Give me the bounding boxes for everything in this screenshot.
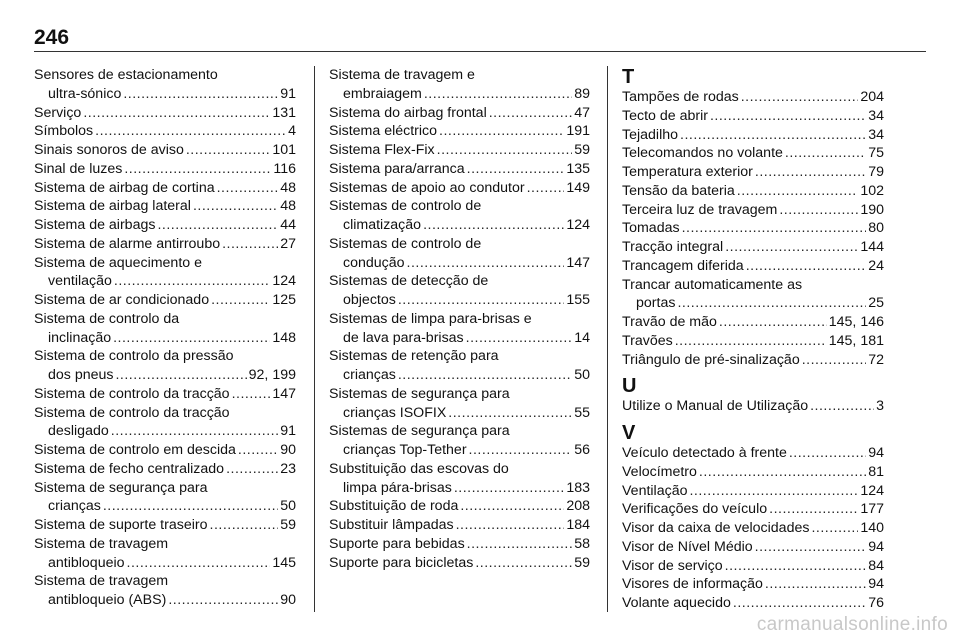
dot-leader [448, 404, 572, 423]
index-page-ref: 59 [574, 142, 590, 158]
dot-leader [398, 291, 564, 310]
index-entry-text: Sistema de airbag lateral [34, 198, 191, 215]
index-entry-text: Sistemas de limpa para-brisas e [329, 310, 532, 327]
dot-leader [238, 441, 278, 460]
index-page-ref: 124 [860, 482, 884, 499]
index-page-ref: 204 [860, 89, 884, 105]
index-page-ref: 84 [868, 557, 884, 574]
index-page-ref: 72 [868, 351, 884, 368]
index-entry [622, 313, 884, 332]
index-entry-text: Sistema de controlo da tracção [34, 385, 230, 402]
index-page-ref: 191 [566, 123, 590, 140]
index-entry [622, 276, 884, 314]
index-page-ref: 116 [273, 160, 296, 177]
dot-leader [725, 238, 858, 257]
dot-leader [460, 497, 564, 516]
index-entry-text: Sistema de controlo da tracção [34, 404, 230, 421]
index-entry [622, 238, 884, 257]
index-entry-text: crianças [343, 367, 396, 383]
index-entry-text: Sistema de travagem [34, 535, 169, 552]
index-entry [34, 122, 296, 141]
dot-leader [779, 201, 858, 220]
index-page-ref: 75 [868, 145, 884, 162]
index-page-ref: 140 [860, 520, 884, 536]
index-page-ref: 34 [868, 107, 884, 124]
dot-leader [222, 235, 278, 254]
index-entry-text: Sistema de suporte traseiro [34, 517, 208, 533]
index-entry-text: Visor da caixa de velocidades [622, 520, 810, 536]
index-entry-text: Visores de informação [622, 576, 763, 593]
index-entry [622, 257, 884, 276]
dot-leader [111, 422, 278, 441]
dot-leader [680, 126, 866, 145]
index-entry-text: Visor de Nível Médio [622, 538, 753, 555]
index-entry [329, 66, 590, 104]
column-divider [314, 66, 315, 612]
index-entry [329, 272, 590, 310]
index-entry [34, 516, 296, 535]
index-page-ref: 183 [566, 479, 590, 496]
index-entry-text: Tampões de rodas [622, 89, 739, 105]
index-entry [622, 594, 884, 613]
index-entry-text: Substituir lâmpadas [329, 517, 454, 533]
index-entry-text: Sistema de fecho centralizado [34, 460, 225, 477]
index-page-ref: 90 [280, 442, 296, 458]
index-entry [622, 219, 884, 238]
index-entry-text: Suporte para bebidas [329, 535, 465, 552]
index-column-2 [329, 66, 590, 572]
index-entry-text: Sistema do airbag frontal [329, 104, 487, 121]
dot-leader [527, 179, 565, 198]
index-entry-text: Triângulo de pré-sinalização [622, 351, 800, 368]
dot-leader [454, 479, 565, 498]
index-entry [34, 572, 296, 610]
dot-leader [769, 500, 858, 519]
dot-leader [127, 554, 271, 573]
column-divider [607, 66, 608, 612]
index-page-ref: 101 [272, 142, 296, 158]
dot-leader [226, 460, 278, 479]
dot-leader [193, 197, 278, 216]
index-entry [622, 397, 884, 416]
index-page-ref: 102 [860, 182, 884, 199]
index-page-ref: 89 [574, 85, 590, 102]
page-number: 246 [34, 26, 70, 49]
index-page-ref: 47 [574, 104, 590, 121]
index-page-ref: 55 [574, 404, 590, 421]
index-entry-text: Terceira luz de travagem [622, 201, 778, 218]
index-entry [622, 482, 884, 501]
dot-leader [424, 85, 572, 104]
index-entry [34, 385, 296, 404]
index-letter-heading: V [622, 422, 636, 444]
index-page-ref: 148 [272, 329, 296, 346]
index-entry-text: Trancagem diferida [622, 257, 744, 274]
dot-leader [689, 482, 858, 501]
index-entry [34, 535, 296, 573]
index-entry-text: condução [343, 254, 405, 271]
index-entry-text: Sinal de luzes [34, 160, 123, 177]
index-entry-text: Veículo detectado à frente [622, 445, 787, 461]
index-page-ref: 147 [566, 254, 590, 271]
index-entry-text: Sensores de estacionamento [34, 67, 218, 83]
index-entry [622, 519, 884, 538]
dot-leader [437, 141, 573, 160]
index-page-ref: 79 [868, 164, 884, 180]
index-entry [329, 516, 590, 535]
dot-leader [423, 216, 564, 235]
index-entry [34, 66, 296, 104]
index-page-ref: 48 [280, 198, 296, 215]
dot-leader [677, 294, 866, 313]
index-page-ref: 50 [574, 367, 590, 383]
index-entry [622, 463, 884, 482]
index-entry [34, 254, 296, 292]
index-page-ref: 91 [280, 423, 296, 440]
index-entry-text: Sinais sonoros de aviso [34, 142, 184, 158]
dot-leader [741, 88, 859, 107]
index-entry [329, 460, 590, 498]
index-entry-text: Sistema Flex-Fix [329, 142, 435, 158]
dot-leader [398, 366, 572, 385]
index-entry [34, 197, 296, 216]
index-page-ref: 3 [876, 398, 884, 415]
watermark: carmanualsonline.info [756, 614, 948, 635]
index-page-ref: 94 [868, 576, 884, 593]
index-page-ref: 34 [868, 126, 884, 143]
index-entry-text: dos pneus [48, 367, 114, 383]
index-entry [622, 332, 884, 351]
index-entry-text: Visor de serviço [622, 557, 723, 574]
index-entry-text: embraiagem [343, 85, 422, 102]
index-entry [622, 444, 884, 463]
index-entry-text: Telecomandos no volante [622, 145, 783, 162]
index-entry [622, 351, 884, 370]
dot-leader [103, 497, 278, 516]
index-page-ref: 59 [574, 554, 590, 571]
index-column-1 [34, 66, 296, 610]
index-page-ref: 135 [566, 160, 590, 177]
index-entry-text: climatização [343, 217, 422, 233]
index-page-ref: 177 [860, 501, 884, 518]
index-page-ref: 145, 181 [828, 332, 884, 349]
dot-leader [232, 385, 271, 404]
dot-leader [123, 85, 278, 104]
index-page-ref: 4 [288, 123, 296, 140]
index-entry-text: Tomadas [622, 220, 680, 237]
index-entry-text: Sistema de controlo da [34, 310, 180, 327]
index-letter-heading: T [622, 66, 635, 88]
index-entry-text: Sistema de controlo da pressão [34, 348, 234, 365]
dot-leader [811, 519, 858, 538]
index-page-ref: 94 [868, 445, 884, 461]
index-entry [34, 479, 296, 517]
dot-leader [802, 351, 867, 370]
index-entry [34, 160, 296, 179]
index-entry-text: Sistema de aquecimento e [34, 254, 202, 271]
index-entry-text: Sistemas de controlo de [329, 235, 482, 252]
index-entry [622, 575, 884, 594]
index-entry-text: Substituição de roda [329, 498, 459, 515]
index-page-ref: 208 [566, 498, 590, 515]
index-entry-text: desligado [48, 423, 109, 440]
dot-leader [733, 594, 866, 613]
dot-leader [113, 329, 270, 348]
index-entry-text: Sistemas de apoio ao condutor [329, 179, 525, 196]
index-page-ref: 48 [280, 179, 296, 196]
index-entry-text: Sistema de segurança para [34, 479, 208, 496]
index-entry [329, 347, 590, 385]
dot-leader [467, 160, 565, 179]
index-entry-text: Sistemas de segurança para [329, 385, 510, 402]
index-page-ref: 44 [280, 217, 296, 233]
index-entry-text: Trancar automaticamente as [622, 276, 803, 293]
index-entry-text: Sistema eléctrico [329, 123, 438, 140]
index-entry [34, 235, 296, 254]
dot-leader [785, 144, 866, 163]
dot-leader [83, 104, 270, 123]
index-page-ref: 144 [860, 239, 884, 255]
index-entry-text: Tracção integral [622, 239, 724, 255]
index-page-ref: 184 [566, 517, 590, 533]
index-entry-text: limpa pára-brisas [343, 479, 452, 496]
index-entry [622, 538, 884, 557]
dot-leader [469, 441, 573, 460]
index-page-ref: 14 [574, 329, 590, 346]
dot-leader [407, 254, 565, 273]
index-entry-text: portas [636, 295, 676, 312]
dot-leader [789, 444, 866, 463]
index-entry [34, 291, 296, 310]
index-entry-text: Volante aquecido [622, 595, 731, 611]
index-page-ref: 91 [280, 85, 296, 102]
index-entry-text: Velocímetro [622, 463, 697, 480]
index-entry [34, 104, 296, 123]
index-entry-text: Sistema de alarme antirroubo [34, 235, 221, 252]
dot-leader [489, 104, 572, 123]
index-page-ref: 145 [272, 554, 296, 571]
index-entry-text: Travão de mão [622, 314, 717, 330]
index-entry-text: Sistema de airbags [34, 217, 156, 233]
index-entry-text: Sistema de travagem [34, 573, 169, 590]
index-entry [329, 422, 590, 460]
index-entry [329, 497, 590, 516]
index-entry [329, 160, 590, 179]
index-entry-text: Sistema de controlo em descida [34, 442, 236, 458]
index-entry-text: Sistema de travagem e [329, 67, 475, 83]
index-entry-text: Sistema de airbag de cortina [34, 179, 215, 196]
index-entry-text: Sistemas de segurança para [329, 423, 510, 440]
index-entry [622, 126, 884, 145]
dot-leader [95, 122, 286, 141]
index-page-ref: 81 [868, 463, 884, 480]
dot-leader [682, 219, 867, 238]
index-entry-text: de lava para-brisas [343, 329, 464, 346]
dot-leader [475, 554, 572, 573]
index-page-ref: 147 [272, 385, 296, 402]
index-entry-text: antibloqueio [48, 554, 125, 571]
dot-leader [765, 575, 866, 594]
index-entry [622, 88, 884, 107]
index-entry-text: Utilize o Manual de Utilização [622, 398, 809, 415]
index-entry-text: Suporte para bicicletas [329, 554, 474, 571]
index-entry-text: Tensão da bateria [622, 182, 735, 199]
index-entry-text: ventilação [48, 273, 112, 290]
index-entry-text: Ventilação [622, 482, 688, 499]
index-entry-text: Substituição das escovas do [329, 460, 509, 477]
index-entry-text: Tecto de abrir [622, 107, 708, 124]
index-entry [34, 441, 296, 460]
dot-leader [210, 516, 279, 535]
index-entry [34, 179, 296, 198]
index-letter-heading: U [622, 375, 637, 398]
index-entry-text: Sistemas de detecção de [329, 273, 489, 290]
dot-leader [755, 538, 867, 557]
dot-leader [114, 272, 270, 291]
index-entry-text: objectos [343, 292, 396, 308]
index-page-ref: 190 [860, 201, 884, 218]
index-page-ref: 58 [574, 535, 590, 552]
dot-leader [186, 141, 270, 160]
index-page-ref: 149 [566, 179, 590, 196]
index-entry-text: Serviço [34, 104, 82, 121]
dot-leader [710, 107, 866, 126]
index-entry-text: Tejadilho [622, 126, 679, 143]
index-page-ref: 145, 146 [828, 314, 884, 330]
dot-leader [737, 182, 859, 201]
dot-leader [810, 397, 874, 416]
dot-leader [456, 516, 565, 535]
index-page-ref: 124 [272, 273, 296, 290]
index-entry [329, 554, 590, 573]
index-entry-text: Sistema de ar condicionado [34, 292, 210, 308]
dot-leader [675, 332, 827, 351]
dot-leader [211, 291, 270, 310]
index-entry [329, 385, 590, 423]
index-page-ref: 92, 199 [248, 367, 296, 383]
index-entry-text: inclinação [48, 329, 112, 346]
header-rule [34, 51, 926, 52]
index-page-ref: 155 [566, 292, 590, 308]
index-page-ref: 94 [868, 538, 884, 555]
index-entry [329, 179, 590, 198]
index-entry-text: crianças Top-Tether [343, 442, 467, 458]
index-entry-text: Temperatura exterior [622, 164, 753, 180]
index-page-ref: 24 [868, 257, 884, 274]
dot-leader [217, 179, 279, 198]
index-entry [329, 310, 590, 348]
index-page-ref: 23 [280, 460, 296, 477]
index-entry [329, 104, 590, 123]
index-entry-text: Verificações do veículo [622, 501, 768, 518]
index-entry [329, 122, 590, 141]
index-entry [622, 201, 884, 220]
index-page-ref: 131 [272, 104, 296, 121]
index-entry [622, 182, 884, 201]
index-entry [622, 557, 884, 576]
dot-leader [115, 366, 246, 385]
index-page-ref: 50 [280, 498, 296, 515]
index-entry [34, 460, 296, 479]
index-entry [329, 235, 590, 273]
index-page-ref: 25 [868, 295, 884, 312]
index-page-ref: 56 [574, 442, 590, 458]
index-page-ref: 124 [566, 217, 590, 233]
dot-leader [467, 535, 573, 554]
index-entry [34, 141, 296, 160]
dot-leader [699, 463, 866, 482]
dot-leader [755, 163, 866, 182]
dot-leader [124, 160, 271, 179]
index-entry-text: crianças [48, 498, 101, 515]
index-entry [329, 197, 590, 235]
dot-leader [168, 591, 278, 610]
index-entry-text: Travões [622, 332, 673, 349]
index-entry [329, 141, 590, 160]
index-entry-text: antibloqueio (ABS) [48, 592, 167, 608]
index-entry [34, 347, 296, 385]
dot-leader [725, 557, 867, 576]
index-entry-text: Sistema para/arranca [329, 160, 465, 177]
index-entry [34, 216, 296, 235]
index-page-ref: 59 [280, 517, 296, 533]
index-entry-text: ultra-sónico [48, 85, 122, 102]
index-entry-text: crianças ISOFIX [343, 404, 447, 421]
index-page-ref: 125 [272, 292, 296, 308]
index-entry-text: Símbolos [34, 123, 94, 140]
index-entry [622, 500, 884, 519]
index-page-ref: 27 [280, 235, 296, 252]
index-entry [622, 144, 884, 163]
index-entry [329, 535, 590, 554]
index-page-ref: 76 [868, 595, 884, 611]
dot-leader [466, 329, 573, 348]
index-entry [34, 310, 296, 348]
index-page-ref: 90 [280, 592, 296, 608]
index-entry [34, 404, 296, 442]
index-page-ref: 80 [868, 220, 884, 237]
index-entry [622, 107, 884, 126]
index-column-3 [622, 66, 884, 613]
dot-leader [746, 257, 867, 276]
index-entry-text: Sistemas de retenção para [329, 348, 499, 365]
dot-leader [157, 216, 278, 235]
index-entry [622, 163, 884, 182]
dot-leader [719, 313, 827, 332]
dot-leader [439, 122, 564, 141]
index-entry-text: Sistemas de controlo de [329, 198, 482, 215]
